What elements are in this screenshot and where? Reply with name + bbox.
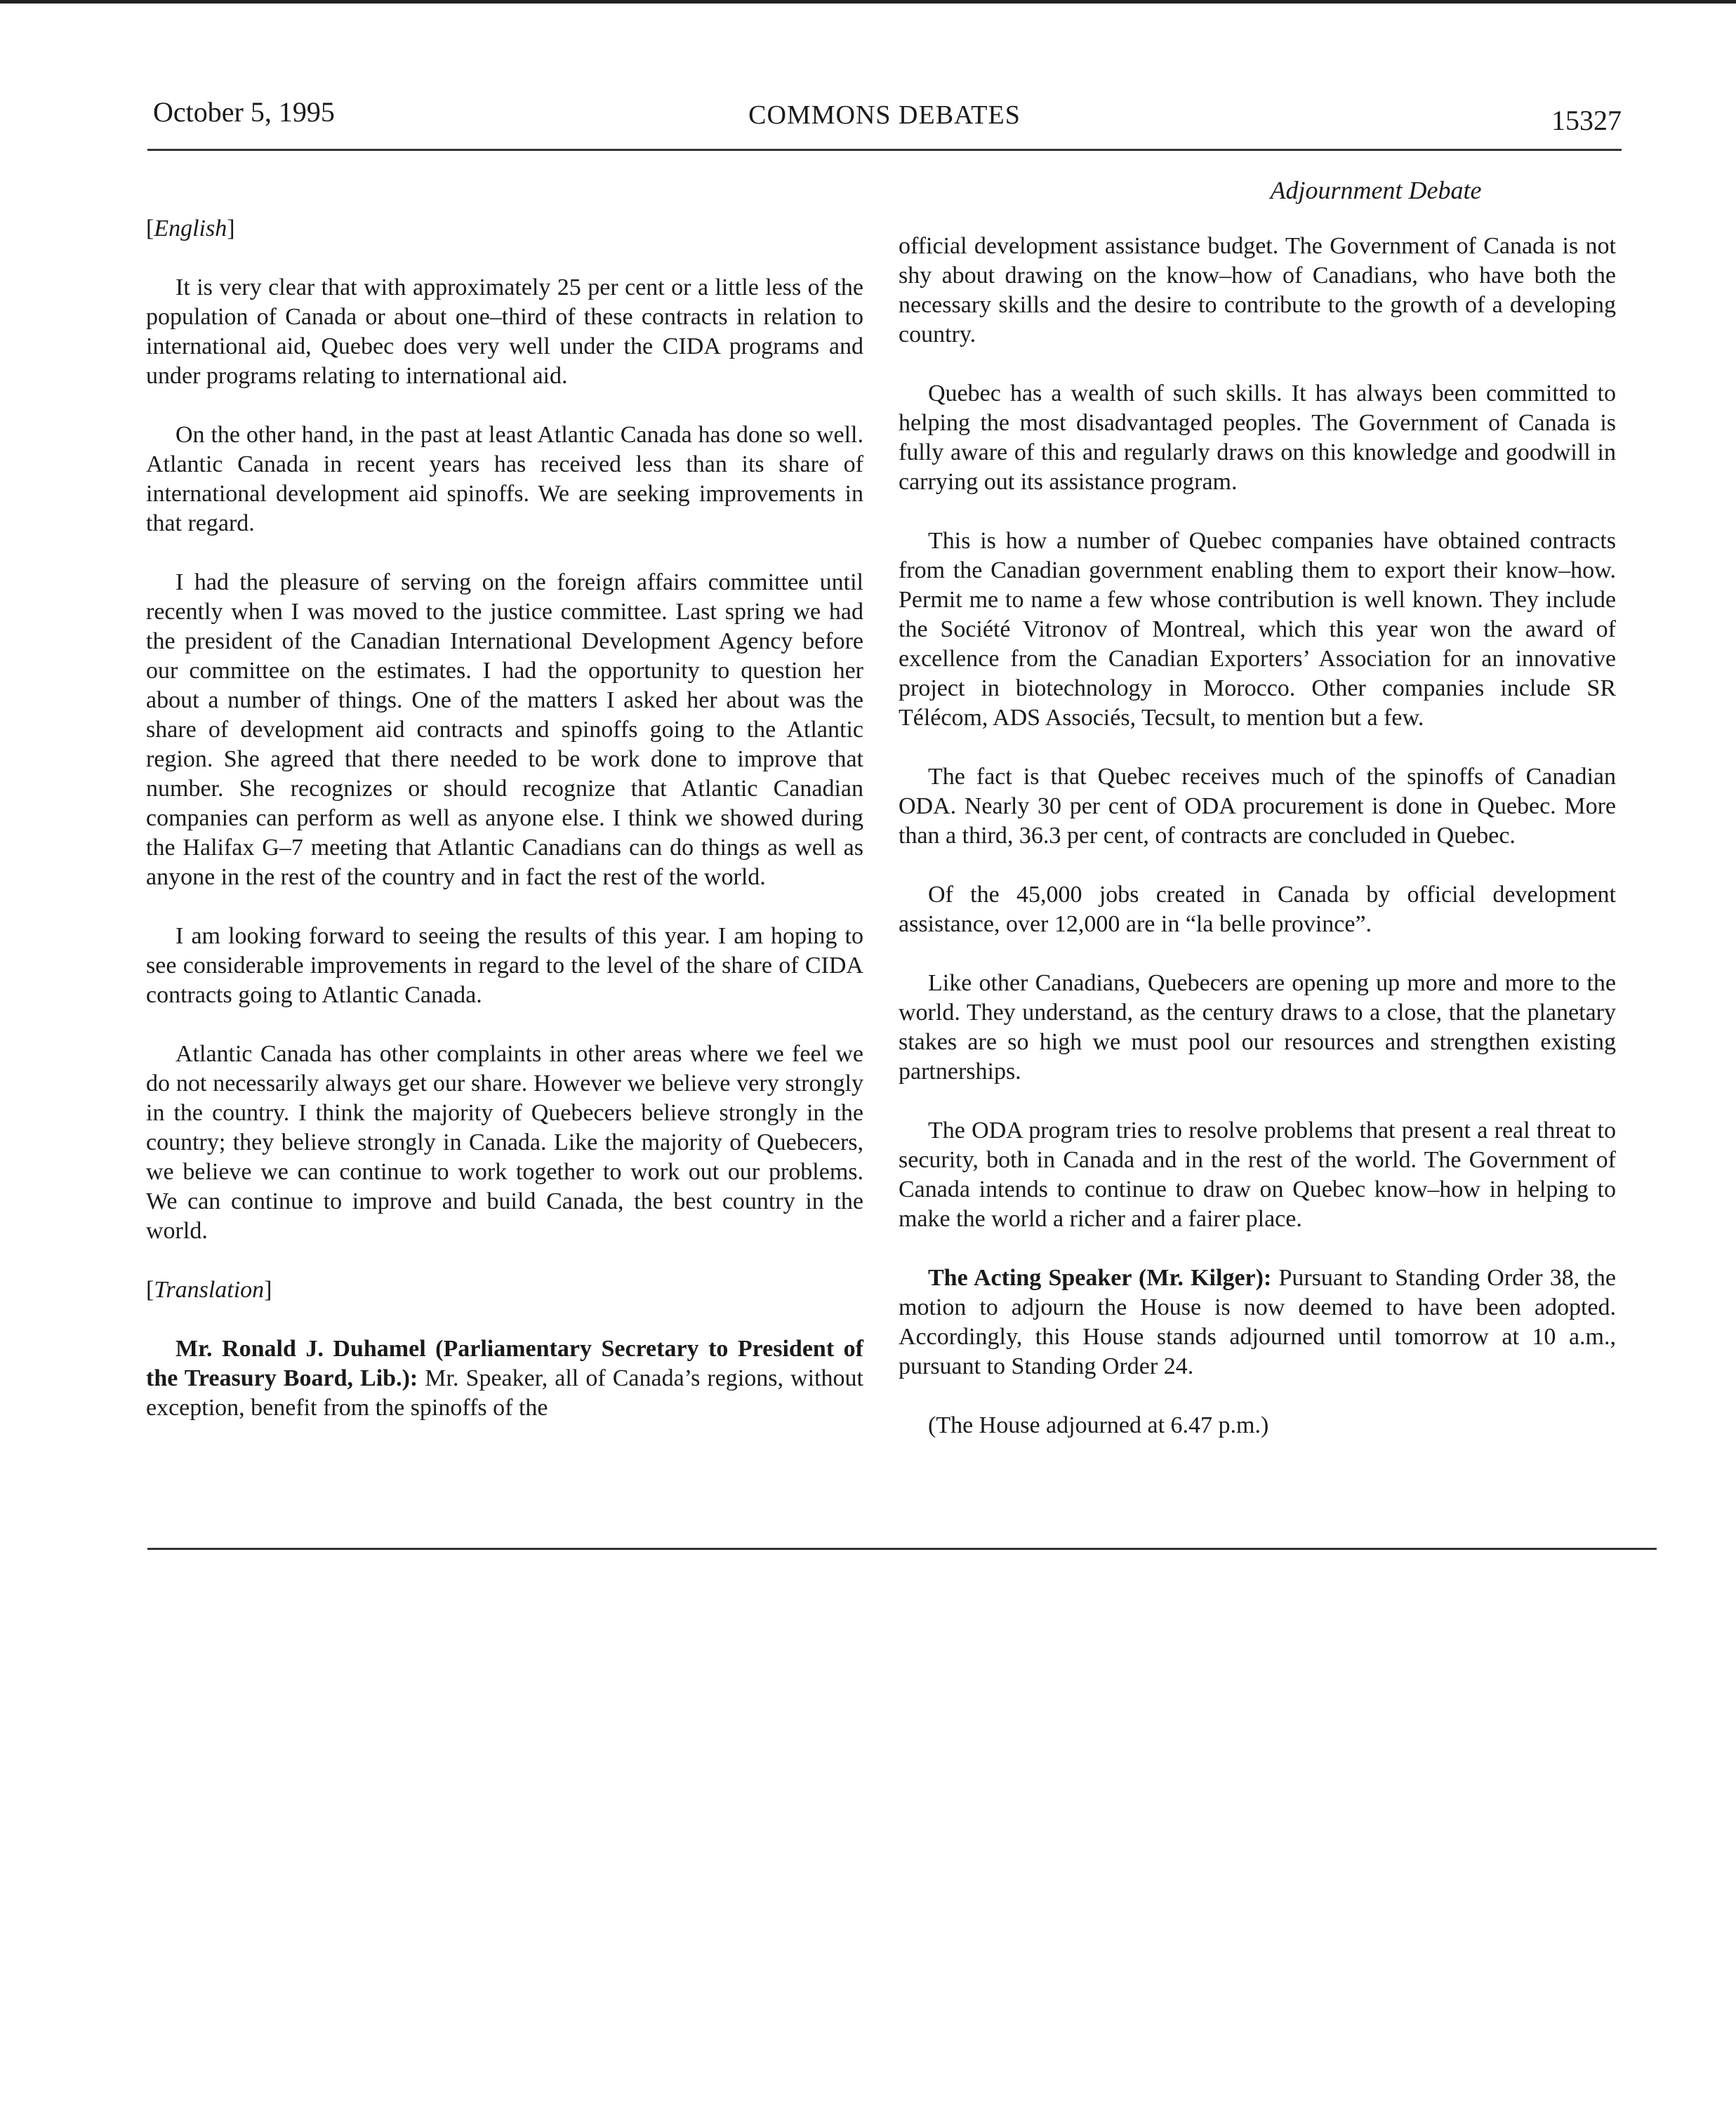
paragraph: Like other Canadians, Quebecers are opening up more and more to the world. They understand, as the century draws to a close, that the planetary stakes are so high we must pool our resources and strengthen existing partnerships. (899, 970, 1616, 1085)
right-column (899, 232, 1616, 1470)
speaker-name: The Acting Speaker (Mr. Kilger): (928, 1265, 1272, 1291)
speaker-text: Mr. Speaker, all of Canada’s regions, without exception, benefit from the spinoffs of the (146, 1365, 863, 1421)
paragraph: On the other hand, in the past at least Atlantic Canada has done so well. Atlantic Canada in recent years has received less than its share of international development aid spinoffs. We are seeking improvements in that regard. (146, 422, 863, 536)
paragraph: It is very clear that with approximately 25 per cent or a little less of the population of Canada or about one–third of these contracts in relation to international aid, Quebec does very well under the CIDA programs and under programs relating to international aid. (146, 274, 863, 389)
header-title: COMMONS DEBATES (748, 100, 1021, 130)
section-label: Adjournment Debate (1270, 176, 1482, 204)
language-marker-translation: [Translation] (146, 1277, 272, 1303)
paragraph: Quebec has a wealth of such skills. It has always been committed to helping the most disadvantaged peoples. The Government of Canada is fully aware of this and regularly draws on this knowledge and goodwill in carrying out its assistance program. (899, 380, 1616, 495)
header-page-number: 15327 (1551, 105, 1622, 136)
paragraph: I had the pleasure of serving on the foreign affairs committee until recently when I was moved to the justice committee. Last spring we had the president of the Canadian International Development Agency before our committee on the estimates. I had the opportunity to question her about a number of things. One of the matters I asked her about was the share of development aid contracts and spinoffs going to the Atlantic region. She agreed that there needed to be work done to improve that number. She recognizes or should recognize that Atlantic Canadian companies can perform as well as anyone else. I think we showed during the Halifax G–7 meeting that Atlantic Canadians can do things as well as anyone in the rest of the country and in fact the rest of the world. (146, 569, 863, 890)
adjournment-note: (The House adjourned at 6.47 p.m.) (928, 1412, 1269, 1438)
paragraph: Of the 45,000 jobs created in Canada by official development assistance, over 12,000 are in “la belle province”. (899, 882, 1616, 937)
paragraph: I am looking forward to seeing the results of this year. I am hoping to see considerable improvements in regard to the level of the share of CIDA contracts going to Atlantic Canada. (146, 923, 863, 1008)
page-header (147, 86, 1622, 142)
language-marker-english: [English] (146, 215, 235, 241)
paragraph: This is how a number of Quebec companies have obtained contracts from the Canadian government enabling them to export their know–how. Permit me to name a few whose contribution is well known. They include the Société Vitronov of Montreal, which this year won the award of excellence from the Canadian Exporters’ Association for an innovative project in biotechnology in Morocco. Other companies include SR Télécom, ADS Associés, Tecsult, to mention but a few. (899, 528, 1616, 731)
speaker-paragraph (146, 1334, 863, 1423)
speaker-name: Mr. Ronald J. Duhamel (Parliamentary Secretary to President of the Treasury Board, Lib.): (146, 1336, 863, 1391)
paragraph: official development assistance budget. The Government of Canada is not shy about drawing on the know–how of Canadians, who have both the necessary skills and the desire to contribute to the growth of a developing country. (899, 233, 1616, 347)
footer-rule (147, 1548, 1657, 1550)
speaker-paragraph (899, 1264, 1616, 1381)
header-date: October 5, 1995 (153, 96, 335, 128)
paragraph: The ODA program tries to resolve problems that present a real threat to security, both in Canada and in the rest of the world. The Government of Canada intends to continue to draw on Quebec know–how in helping to make the world a richer and a fairer place. (899, 1118, 1616, 1232)
paragraph: The fact is that Quebec receives much of the spinoffs of Canadian ODA. Nearly 30 per cent of ODA procurement is done in Quebec. More than a third, 36.3 per cent, of contracts are concluded in Quebec. (899, 764, 1616, 849)
paragraph: Atlantic Canada has other complaints in other areas where we feel we do not necessarily always get our share. However we believe very strongly in the country. I think the majority of Quebecers believe strongly in the country; they believe strongly in Canada. Like the majority of Quebecers, we believe we can continue to work together to work out our problems. We can continue to improve and build Canada, the best country in the world. (146, 1041, 863, 1244)
scan-top-border (0, 0, 1736, 4)
header-rule (147, 149, 1622, 151)
left-column (146, 214, 863, 1452)
speaker-text: Pursuant to Standing Order 38, the motion to adjourn the House is now deemed to have been adopted. Accordingly, this House stands adjourned until tomorrow at 10 a.m., pursuant to Standing Order 24. (899, 1265, 1616, 1379)
